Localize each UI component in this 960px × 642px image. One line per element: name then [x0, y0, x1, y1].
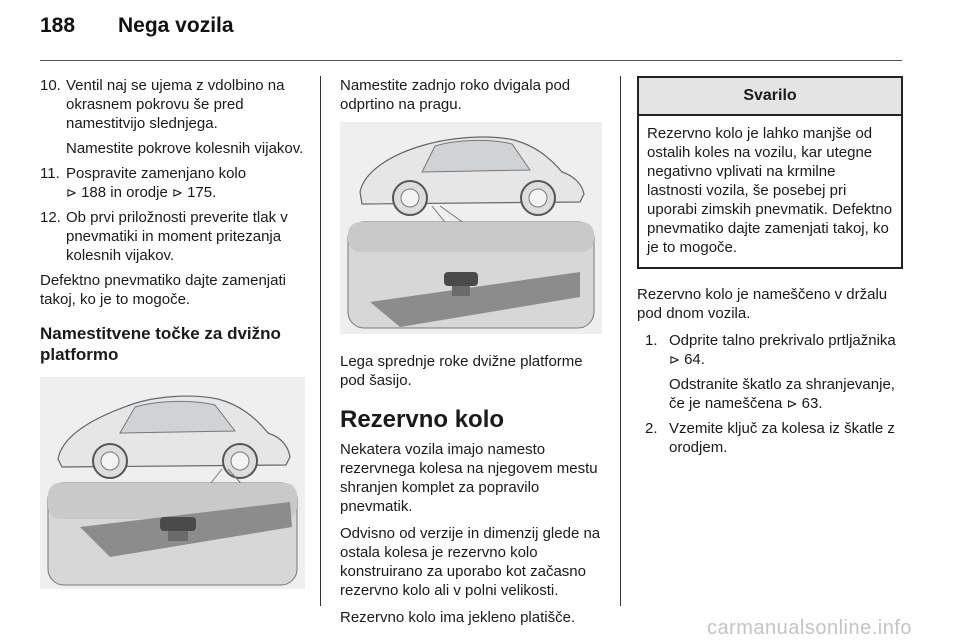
warning-box: [637, 76, 903, 269]
step-text: Odstranite škatlo za shranjevanje, če je nameščena: [669, 376, 895, 412]
page-number: 188: [40, 14, 76, 37]
warning-text: Rezervno kolo je lahko manjše od ostalih koles na vozilu, kar utegne negativno vplivati na krmilne lastnosti vozila, še posebej pri uporabi zimskih pnevmatik. Defektno pnevmatiko dajte zamenjati takoj, ko je to mogoče.: [647, 125, 893, 256]
step-text: Ob prvi priložnosti preverite tlak v pnevmatiki in moment pritezanja kolesnih vijakov.: [66, 209, 288, 264]
page-header: [40, 14, 234, 38]
step-text: Pospravite zamenjano kolo: [66, 165, 247, 182]
paragraph: Odvisno od verzije in dimenzij glede na ostala kolesa je rezervno kolo konstruirano za uporabo kot začasno rezervno kolo ali v polni velikosti.: [340, 525, 601, 599]
defect-note: Defektno pnevmatiko dajte zamenjati takoj, ko je to mogoče.: [40, 272, 286, 308]
xref-arrow-icon: ⊳: [786, 396, 798, 411]
page-ref-link[interactable]: 63.: [801, 395, 823, 412]
step-text: Ventil naj se ujema z vdolbino na okrasnem pokrovu še pred namestitvijo slednjega.: [66, 77, 285, 132]
warning-title: Svarilo: [639, 78, 901, 116]
step-text: Odprite talno prekrivalo prtljažnika: [669, 332, 896, 349]
column-left: [40, 76, 305, 589]
car-lift-diagram: [40, 377, 305, 589]
figure-caption: Lega sprednje roke dvižne platforme pod šasijo.: [340, 353, 583, 389]
list-item: 10. Ventil naj se ujema z vdolbino na okrasnem pokrovu še pred namestitvijo slednjega. Namestite pokrove kolesnih vijakov.: [40, 77, 304, 157]
column-divider-left: [320, 76, 321, 606]
list-item: 2. Vzemite ključ za kolesa iz škatle z orodjem.: [645, 419, 903, 457]
column-divider-right: [620, 76, 621, 606]
step-list: [40, 76, 305, 265]
xref-arrow-icon: ⊳: [66, 185, 77, 200]
page-title: Nega vozila: [118, 14, 234, 37]
step-text: Vzemite ključ za kolesa iz škatle z orodjem.: [669, 420, 895, 456]
header-rule: [40, 60, 902, 61]
xref-arrow-icon: ⊳: [669, 352, 680, 367]
column-right: [637, 76, 903, 463]
step-list: [645, 331, 903, 457]
intro-text: Namestite zadnjo roko dvigala pod odprtino na pragu.: [340, 77, 571, 113]
watermark: carmanualsonline.info: [706, 617, 912, 639]
list-item: 12. Ob prvi priložnosti preverite tlak v pnevmatiki in moment pritezanja kolesnih vijakov.: [40, 208, 305, 265]
paragraph: Nekatera vozila imajo namesto rezervnega kolesa na njegovem mestu shranjen komplet za popravilo pnevmatik.: [340, 441, 598, 515]
page-ref-link[interactable]: 64.: [684, 351, 705, 368]
subheading: Namestitvene točke za dvižno platformo: [40, 324, 281, 364]
list-item: 1. Odprite talno prekrivalo prtljažnika ⊳ 64. Odstranite škatlo za shranjevanje, če je nameščena ⊳ 63.: [645, 332, 896, 412]
xref-arrow-icon: ⊳: [172, 185, 183, 200]
car-lift-diagram: [340, 122, 602, 334]
lift-rear-illustration: [40, 377, 305, 589]
column-middle: [340, 76, 605, 635]
page-ref-link[interactable]: 175.: [187, 184, 217, 201]
list-item: 11. Pospravite zamenjano kolo ⊳ 188 in orodje ⊳ 175.: [40, 165, 247, 201]
page-ref-link[interactable]: 188: [81, 184, 107, 201]
paragraph: Rezervno kolo ima jekleno platišče.: [340, 609, 576, 626]
section-title: Rezervno kolo: [340, 406, 505, 433]
step-text: Namestite pokrove kolesnih vijakov.: [66, 140, 304, 157]
lift-front-illustration: [340, 122, 602, 334]
spare-location-text: Rezervno kolo je nameščeno v držalu pod dnom vozila.: [637, 286, 888, 322]
